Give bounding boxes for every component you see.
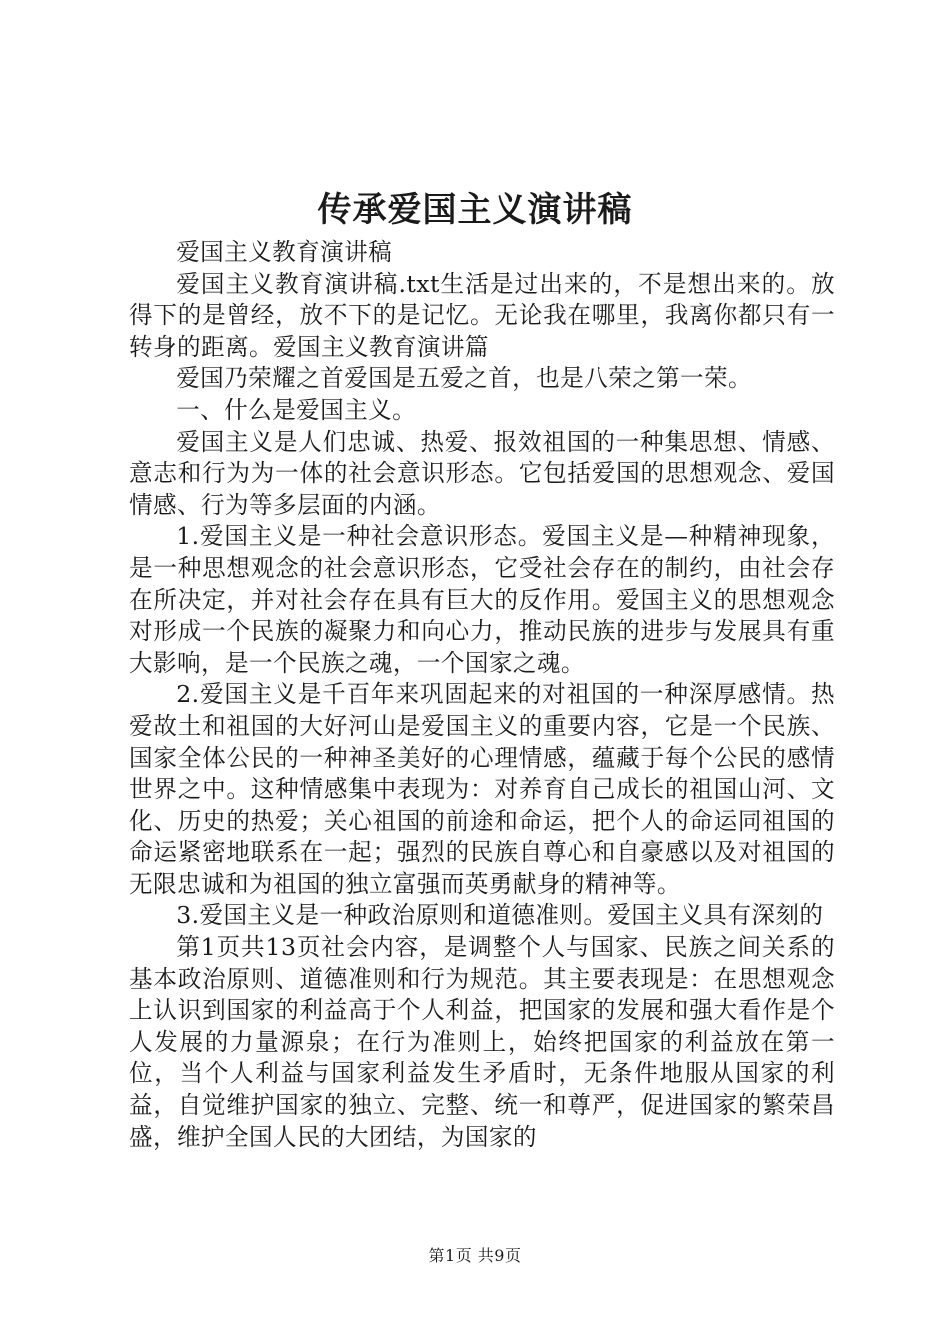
paragraph: 爱国乃荣耀之首爱国是五爱之首，也是八荣之第一荣。: [176, 364, 753, 393]
paragraph: 2.爱国主义是千百年来巩固起来的对祖国的一种深厚感情。热爱故土和祖国的大好河山是爱国主义的重要内容，它是一个民族、国家全体公民的一种神圣美好的心理情感，蕴藏于每个公民的感情世界之中。这种情感集中表现为：对养育自己成长的祖国山河、文化、历史的热爱；关心祖国的前途和命运，把个人的命运同祖国的命运紧密地联系在一起；强烈的民族自尊心和自豪感以及对祖国的无限忠诚和为祖国的独立富强而英勇献身的精神等。: [129, 680, 835, 898]
paragraph: 爱国主义教育演讲稿.txt生活是过出来的，不是想出来的。放得下的是曾经，放不下的是记忆。无论我在哪里，我离你都只有一转身的距离。爱国主义教育演讲篇: [129, 269, 835, 361]
paragraph: 一、什么是爱国主义。: [176, 395, 417, 424]
paragraph: 3.爱国主义是一种政治原则和道德准则。爱国主义具有深刻的: [176, 901, 824, 930]
paragraph: 爱国主义教育演讲稿: [176, 238, 393, 266]
paragraph: 第1页共13页社会内容，是调整个人与国家、民族之间关系的基本政治原则、道德准则和行为规范。其主要表现是：在思想观念上认识到国家的利益高于个人利益，把国家的发展和强大看作是个人发展的力量源泉；在行为准则上，始终把国家的利益放在第一位，当个人利益与国家利益发生矛盾时，无条件地服从国家的利益，自觉维护国家的独立、完整、统一和尊严，促进国家的繁荣昌盛，维护全国人民的大团结，为国家的: [129, 933, 835, 1151]
page-number-footer: 第1页 共9页: [428, 1246, 522, 1265]
document-title: 传承爱国主义演讲稿: [317, 190, 633, 230]
paragraph: 1.爱国主义是一种社会意识形态。爱国主义是—种精神现象，是一种思想观念的社会意识形态，它受社会存在的制约，由社会存在所决定，并对社会存在具有巨大的反作用。爱国主义的思想观念对形成一个民族的凝聚力和向心力，推动民族的进步与发展具有重大影响，是一个民族之魂，一个国家之魂。: [129, 522, 835, 677]
paragraph: 爱国主义是人们忠诚、热爱、报效祖国的一种集思想、情感、意志和行为为一体的社会意识形态。它包括爱国的思想观念、爱国情感、行为等多层面的内涵。: [129, 427, 835, 519]
document-body: [129, 237, 835, 1153]
